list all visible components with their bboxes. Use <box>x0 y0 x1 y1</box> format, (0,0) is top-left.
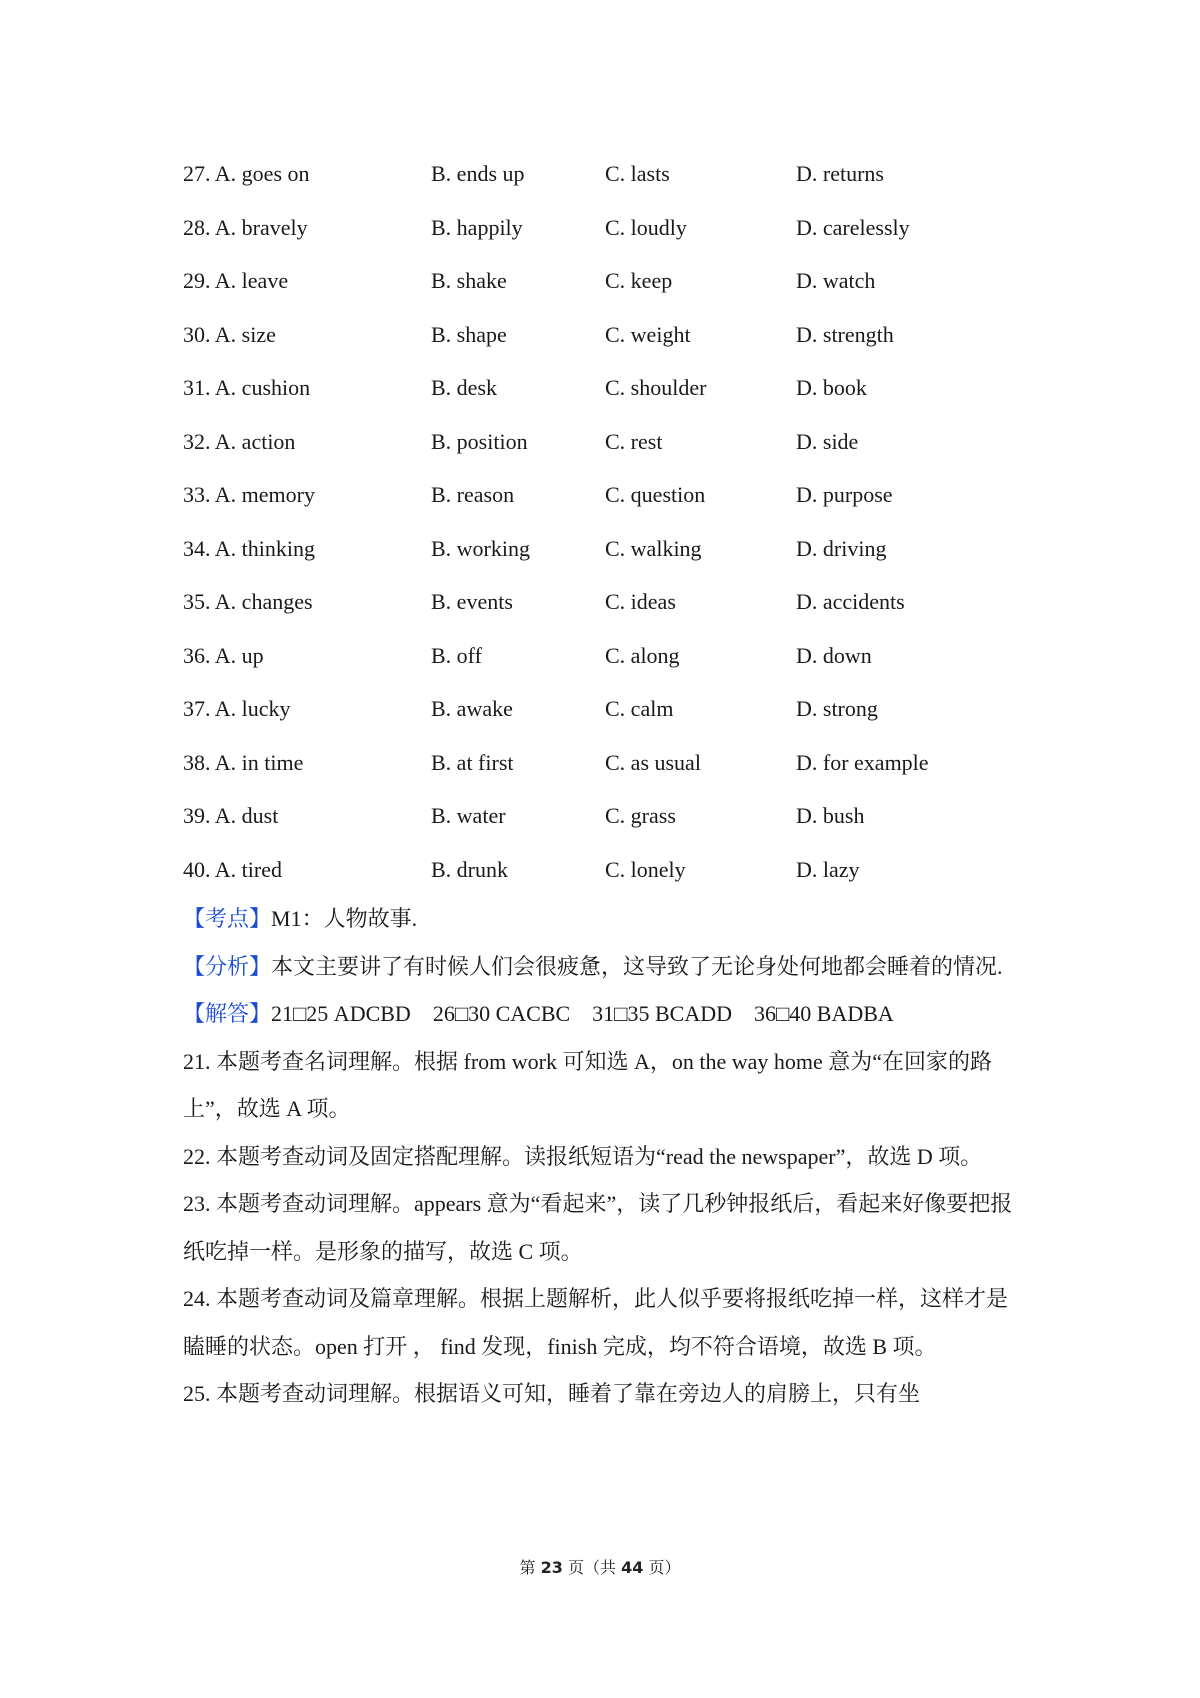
option-d: D. driving <box>796 535 887 561</box>
option-c: C. shoulder <box>605 375 707 400</box>
option-b: B. working <box>431 535 530 561</box>
option-d: D. watch <box>796 268 876 293</box>
option-d: D. strength <box>796 321 894 347</box>
page-number: 23 <box>540 1558 563 1577</box>
option-row <box>183 530 1043 584</box>
option-d: D. book <box>796 375 867 400</box>
option-d: D. side <box>796 428 859 454</box>
option-a: 32. A. action <box>183 428 296 454</box>
explanation-24: 24. 本题考查动词及篇章理解。根据上题解析，此人似乎要将报纸吃掉一样，这样才是瞌睡的状态。open 打开 ， find 发现，finish 完成，均不符合语境，故选 B 项。 <box>183 1286 1009 1359</box>
option-c: C. grass <box>605 803 676 828</box>
option-d: D. accidents <box>796 589 905 614</box>
option-c: C. rest <box>605 428 663 454</box>
option-b: B. reason <box>431 482 515 507</box>
answer-options-list <box>183 155 1043 904</box>
option-b: B. at first <box>431 749 514 775</box>
option-c: C. lasts <box>605 161 670 186</box>
option-b: B. drunk <box>431 856 508 882</box>
analysis-section <box>183 895 1023 1418</box>
option-d: D. for example <box>796 749 929 775</box>
option-a: 31. A. cushion <box>183 375 311 400</box>
option-row <box>183 583 1043 637</box>
footer-middle: 页（共 <box>562 1558 622 1577</box>
footer-suffix: 页） <box>643 1558 681 1577</box>
option-a: 38. A. in time <box>183 749 304 775</box>
option-d: D. bush <box>796 803 865 828</box>
option-a: 34. A. thinking <box>183 535 316 561</box>
explanation-21: 21. 本题考查名词理解。根据 from work 可知选 A，on the way home 意为“在回家的路上”，故选 A 项。 <box>183 1048 993 1121</box>
option-b: B. shake <box>431 268 507 293</box>
option-row <box>183 637 1043 691</box>
explanation-25: 25. 本题考查动词理解。根据语义可知，睡着了靠在旁边人的肩膀上，只有坐 <box>183 1381 921 1406</box>
option-d: D. purpose <box>796 482 893 507</box>
option-row <box>183 369 1043 423</box>
option-b: B. off <box>431 642 482 668</box>
option-c: C. question <box>605 482 706 507</box>
option-a: 39. A. dust <box>183 803 279 828</box>
kaodian-paragraph <box>183 895 1023 943</box>
option-a: 37. A. lucky <box>183 696 291 721</box>
option-a: 29. A. leave <box>183 268 289 293</box>
option-row <box>183 209 1043 263</box>
option-c: C. calm <box>605 696 674 721</box>
option-row <box>183 155 1043 209</box>
option-row <box>183 690 1043 744</box>
option-d: D. returns <box>796 161 884 186</box>
option-c: C. ideas <box>605 589 676 614</box>
jieda-tag: 【解答】 <box>183 1001 272 1026</box>
option-row <box>183 797 1043 851</box>
option-a: 27. A. goes on <box>183 161 310 186</box>
option-b: B. events <box>431 589 513 614</box>
fenxi-tag: 【分析】 <box>183 953 272 979</box>
option-b: B. desk <box>431 375 497 400</box>
option-a: 30. A. size <box>183 321 276 347</box>
option-a: 35. A. changes <box>183 589 313 614</box>
fenxi-text: 本文主要讲了有时候人们会很疲惫，这导致了无论身处何地都会睡着的情况. <box>271 953 1003 979</box>
total-pages: 44 <box>621 1558 644 1577</box>
option-c: C. lonely <box>605 856 686 882</box>
option-c: C. walking <box>605 535 702 561</box>
option-b: B. water <box>431 803 506 828</box>
option-b: B. happily <box>431 214 523 240</box>
option-a: 28. A. bravely <box>183 214 308 240</box>
jieda-answers: 21□25 ADCBD 26□30 CACBC 31□35 BCADD 36□40 BADBA <box>271 1001 894 1026</box>
explanation-23: 23. 本题考查动词理解。appears 意为“看起来”，读了几秒钟报纸后，看起来好像要把报纸吃掉一样。是形象的描写，故选 C 项。 <box>183 1191 1013 1264</box>
page-footer <box>0 1555 1200 1578</box>
option-b: B. position <box>431 428 528 454</box>
option-d: D. down <box>796 642 872 668</box>
option-d: D. carelessly <box>796 214 910 240</box>
option-c: C. along <box>605 642 680 668</box>
option-a: 33. A. memory <box>183 482 315 507</box>
option-d: D. strong <box>796 696 878 721</box>
option-row <box>183 744 1043 798</box>
kaodian-text: M1：人物故事. <box>271 906 418 931</box>
option-b: B. awake <box>431 696 513 721</box>
option-b: B. ends up <box>431 161 525 186</box>
option-c: C. loudly <box>605 214 687 240</box>
option-row <box>183 316 1043 370</box>
explanation-22: 22. 本题考查动词及固定搭配理解。读报纸短语为“read the newspaper”，故选 D 项。 <box>183 1143 983 1169</box>
fenxi-paragraph <box>183 943 1023 991</box>
kaodian-tag: 【考点】 <box>183 906 272 931</box>
jieda-paragraph <box>183 990 1023 1038</box>
option-c: C. weight <box>605 321 691 347</box>
option-c: C. as usual <box>605 749 701 775</box>
option-b: B. shape <box>431 321 507 347</box>
option-a: 40. A. tired <box>183 856 282 882</box>
option-c: C. keep <box>605 268 673 293</box>
option-row <box>183 476 1043 530</box>
option-d: D. lazy <box>796 856 860 882</box>
option-row <box>183 423 1043 477</box>
option-a: 36. A. up <box>183 642 264 668</box>
option-row <box>183 262 1043 316</box>
footer-prefix: 第 <box>519 1558 541 1577</box>
